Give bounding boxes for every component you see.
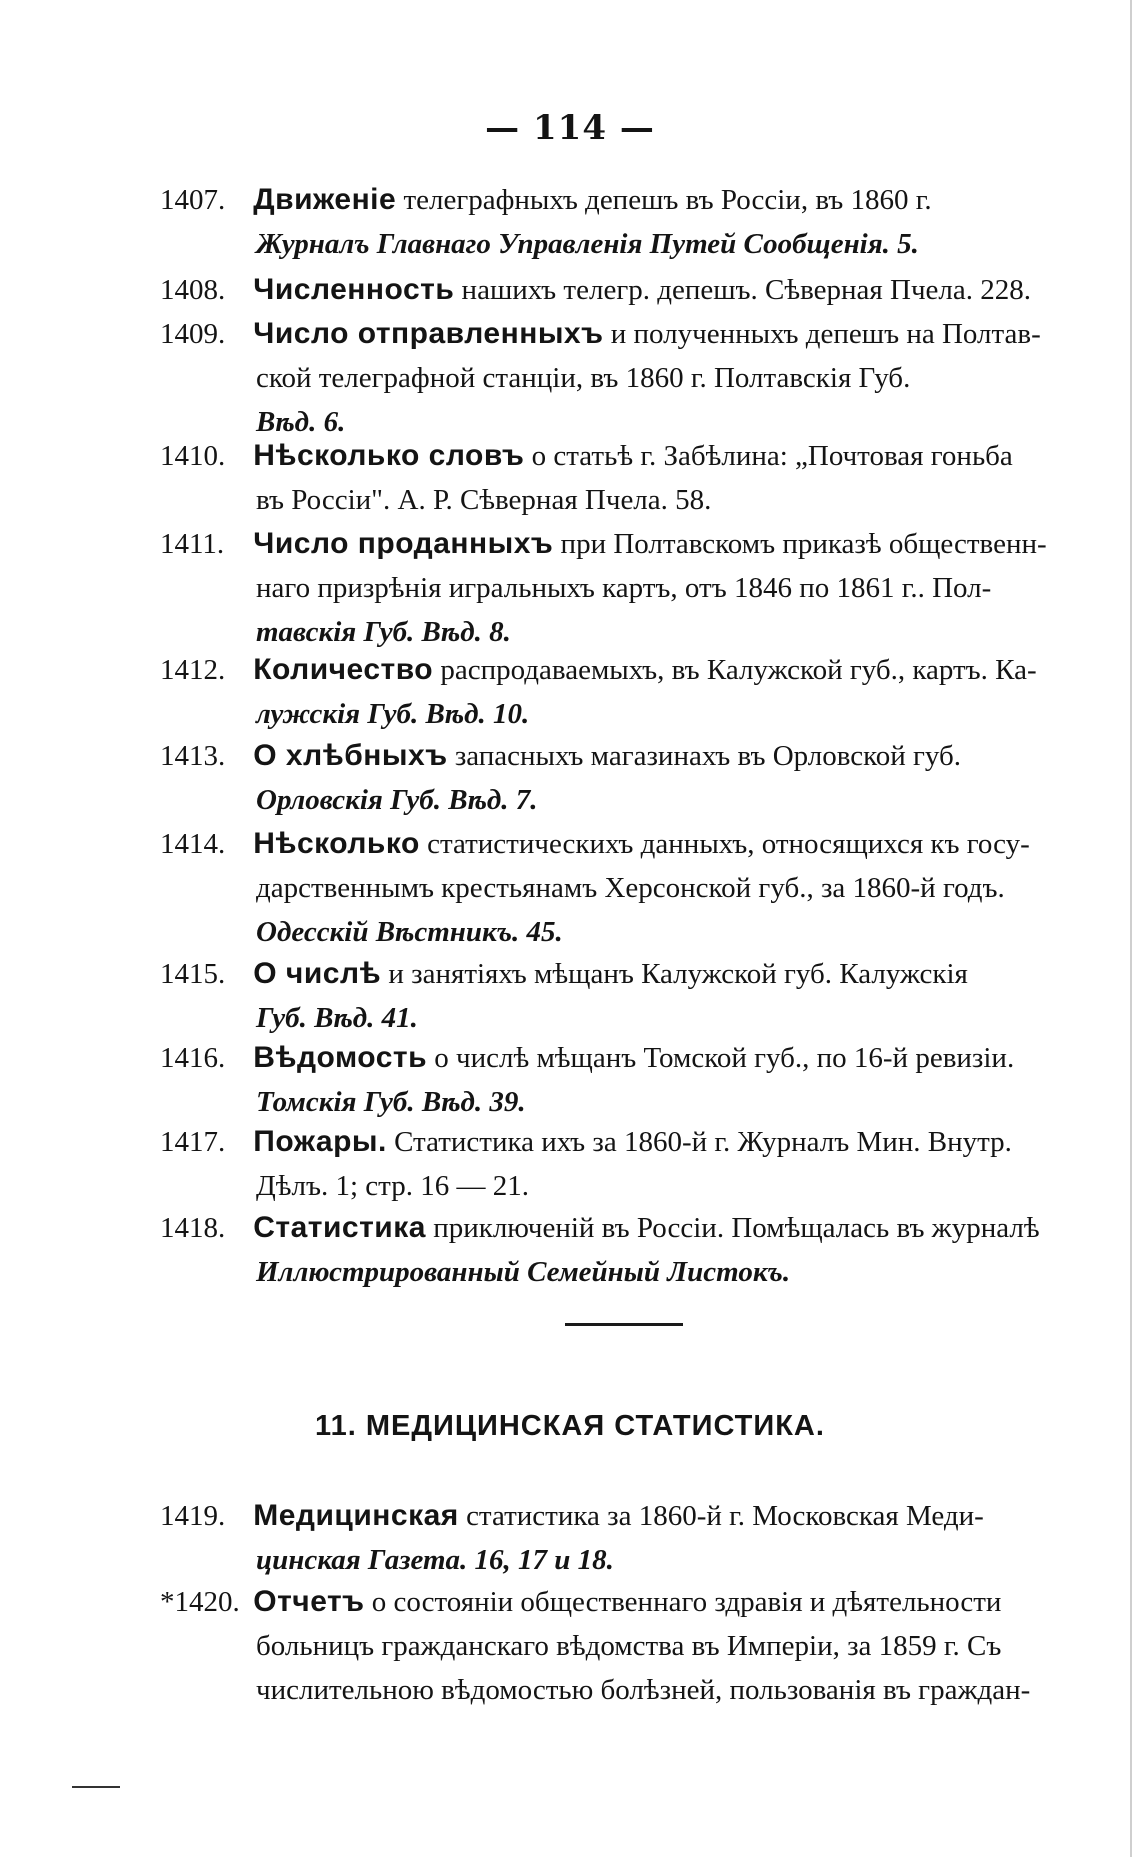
entry-source: Томскія Губ. Вѣд. 39.: [256, 1086, 526, 1118]
entry-1410: [160, 434, 1060, 522]
entry-source: Иллюстрированный Семейный Листокъ.: [256, 1256, 791, 1288]
entry-number: *1420.: [160, 1586, 240, 1618]
entry-1408: [160, 268, 1060, 312]
entry-number: 1408.: [160, 274, 226, 306]
entry-number: 1418.: [160, 1212, 226, 1244]
entry-1417: [160, 1120, 1060, 1208]
entry-source: Журналъ Главнаго Управленія Путей Сообщенія. 5.: [256, 228, 919, 260]
entry-number: 1410.: [160, 440, 226, 472]
entry-number: 1415.: [160, 958, 226, 990]
entry-text: приключеній въ Россіи. Помѣщалась въ журналѣ: [433, 1212, 1040, 1244]
entry-number: 1416.: [160, 1042, 226, 1074]
entry-text: распродаваемыхъ, въ Калужской губ., картъ. Ка-: [440, 654, 1037, 686]
entry-text-line: числительною вѣдомостью болѣзней, пользованія въ граждан-: [256, 1674, 1031, 1706]
entry-1414: [160, 822, 1060, 954]
entry-text: телеграфныхъ депешъ въ Россіи, въ 1860 г.: [403, 184, 932, 216]
entry-source: Одесскій Вѣстникъ. 45.: [256, 916, 563, 948]
entry-heading: Число отправленныхъ: [253, 317, 604, 350]
entry-text: о статьѣ г. Забѣлина: „Почтовая гоньба: [531, 440, 1013, 472]
section-title: 11. МЕДИЦИНСКАЯ СТАТИСТИКА.: [315, 1410, 825, 1442]
entry-heading: О числѣ: [253, 957, 382, 990]
entry-heading: Отчетъ: [253, 1585, 365, 1618]
entry-source: лужскія Губ. Вѣд. 10.: [256, 698, 530, 730]
entry-text: и полученныхъ депешъ на Полтав-: [610, 318, 1041, 350]
entry-heading: Количество: [253, 653, 434, 686]
entry-heading: Нѣсколько словъ: [253, 439, 525, 472]
entry-text-line: ской телеграфной станціи, въ 1860 г. Полтавскія Губ.: [256, 362, 911, 394]
entry-1418: [160, 1206, 1060, 1294]
entry-heading: О хлѣбныхъ: [253, 739, 448, 772]
entry-text: и занятіяхъ мѣщанъ Калужской губ. Калужскія: [388, 958, 968, 990]
entry-heading: Движеніе: [253, 183, 397, 216]
entry-text-line: дарственнымъ крестьянамъ Херсонской губ., за 1860-й годъ.: [256, 872, 1005, 904]
entry-number: 1417.: [160, 1126, 226, 1158]
entry-text: статистическихъ данныхъ, относящихся къ госу-: [427, 828, 1030, 860]
entry-source: Губ. Вѣд. 41.: [256, 1002, 418, 1034]
entry-heading: Нѣсколько: [253, 827, 420, 860]
entry-text-line: наго призрѣнія игральныхъ картъ, отъ 1846 по 1861 г.. Пол-: [256, 572, 992, 604]
entry-1412: [160, 648, 1060, 736]
entry-1420: [160, 1580, 1060, 1712]
entry-text: о числѣ мѣщанъ Томской губ., по 16-й ревизіи.: [434, 1042, 1015, 1074]
entry-1415: [160, 952, 1060, 1040]
entry-number: 1407.: [160, 184, 226, 216]
entry-text-line: Дѣлъ. 1; стр. 16 — 21.: [256, 1170, 529, 1202]
page-edge-line: [1130, 0, 1132, 1857]
entry-source: Орловскія Губ. Вѣд. 7.: [256, 784, 538, 816]
entry-1411: [160, 522, 1060, 654]
entry-source: цинская Газета. 16, 17 и 18.: [256, 1544, 614, 1576]
entry-number: 1412.: [160, 654, 226, 686]
entry-text: при Полтавскомъ приказѣ общественн-: [560, 528, 1047, 560]
page-number: — 114 —: [485, 108, 655, 148]
entry-number: 1411.: [160, 528, 225, 560]
entry-number: 1413.: [160, 740, 226, 772]
entry-heading: Численность: [253, 273, 455, 306]
entry-1413: [160, 734, 1060, 822]
entry-1409: [160, 312, 1060, 444]
entry-heading: Статистика: [253, 1211, 426, 1244]
entry-number: 1409.: [160, 318, 226, 350]
entry-text-line: больницъ гражданскаго вѣдомства въ Имперіи, за 1859 г. Съ: [256, 1630, 1002, 1662]
entry-heading: Пожары.: [253, 1125, 387, 1158]
section-divider: [565, 1323, 683, 1326]
entry-text: запасныхъ магазинахъ въ Орловской губ.: [454, 740, 962, 772]
entry-heading: Медицинская: [253, 1499, 459, 1532]
entry-heading: Число проданныхъ: [253, 527, 554, 560]
entry-text: нашихъ телегр. депешъ. Сѣверная Пчела. 228.: [461, 274, 1032, 306]
entry-number: 1414.: [160, 828, 226, 860]
entry-heading: Вѣдомость: [253, 1041, 428, 1074]
entry-text: статистика за 1860-й г. Московская Меди-: [466, 1500, 984, 1532]
entry-text: Статистика ихъ за 1860-й г. Журналъ Мин. Внутр.: [394, 1126, 1012, 1158]
entry-source: тавскія Губ. Вѣд. 8.: [256, 616, 511, 648]
margin-mark: [72, 1786, 120, 1788]
entry-text: о состояніи общественнаго здравія и дѣятельности: [371, 1586, 1002, 1618]
entry-1407: [160, 178, 1060, 266]
entry-number: 1419.: [160, 1500, 226, 1532]
entry-1419: [160, 1494, 1060, 1582]
entry-text-line: въ Россіи". А. Р. Сѣверная Пчела. 58.: [256, 484, 712, 516]
entry-1416: [160, 1036, 1060, 1124]
entry-source: Вѣд. 6.: [256, 406, 346, 438]
